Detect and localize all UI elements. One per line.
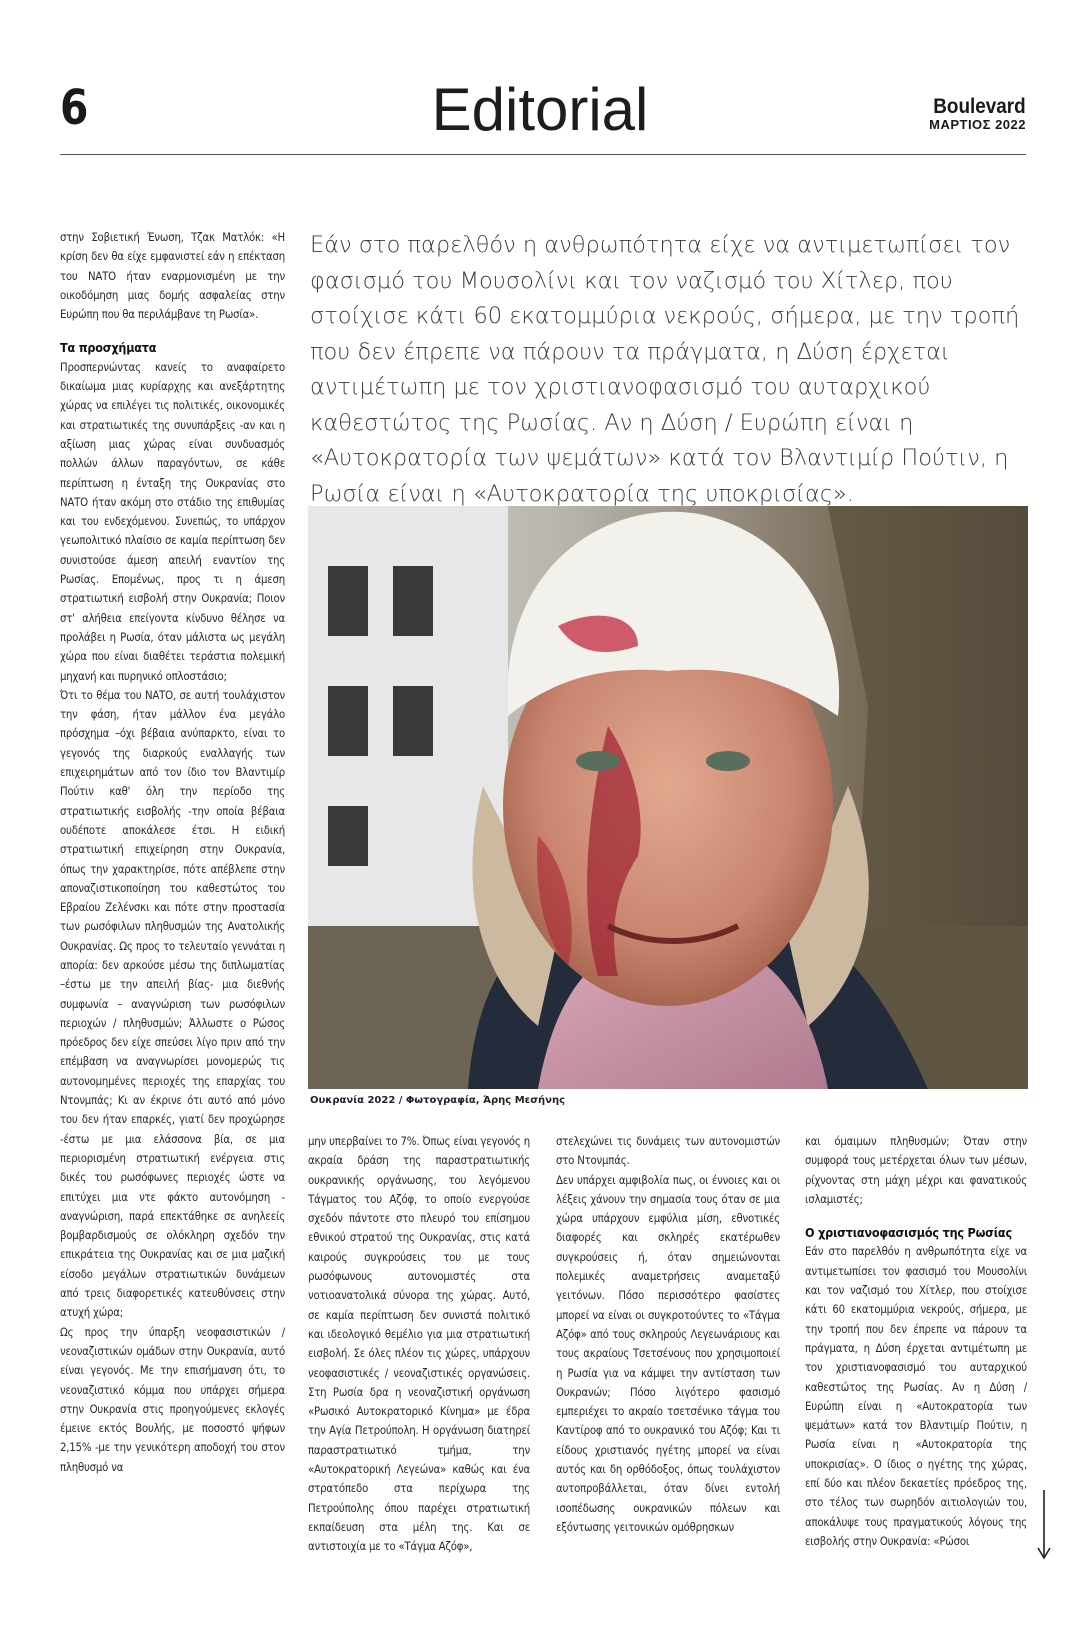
arrow-down-icon — [1037, 1490, 1051, 1560]
article-column-4 — [805, 1132, 1027, 1551]
paragraph: Ως προς την ύπαρξη νεοφασιστικών / νεοναζιστικών ομάδων στην Ουκρανία, αυτό είναι γεγονός. Με την επισήμανση ότι, το νεοναζιστικό κόμμα που υπάρχει σήμερα στην Ουκρανία στις προηγούμενες εκλογές έμεινε εκτός Βουλής, με ποσοστό ψήφων 2,15% -με την γενικότερη αποδοχή του στον πληθυσμό να — [60, 1325, 285, 1474]
paragraph: στην Σοβιετική Ένωση, Τζακ Ματλόκ: «Η κρίση δεν θα είχε εμφανιστεί εάν η επέκταση του ΝΑΤΟ ήταν εναρμονισμένη με την οικοδόμηση μιας δομής ασφαλείας στην Ευρώπη που θα περιλάμβανε τη Ρωσία». — [60, 231, 285, 322]
header-divider — [60, 154, 1026, 155]
article-column-2 — [308, 1132, 530, 1557]
subheading: Ο χριστιανοφασισμός της Ρωσίας — [805, 1225, 1012, 1241]
section-title: Editorial — [431, 76, 649, 143]
article-column-3 — [556, 1132, 780, 1537]
brand-masthead — [923, 97, 1026, 132]
photo-caption: Ουκρανία 2022 / Φωτογραφία, Άρης Μεσήνης — [310, 1095, 565, 1106]
article-column-1 — [60, 228, 285, 1477]
photo-injured-woman-icon — [308, 506, 1028, 1089]
paragraph: μην υπερβαίνει το 7%. Όπως είναι γεγονός η ακραία δράση της παραστρατιωτικής ουκρανικής οργάνωσης, του λεγόμενου Τάγματος του Αζόφ, το οποίο ενεργούσε σχεδόν πάντοτε στο πλευρό του επίσημου εθνικού στρατού της Ουκρανίας, στις κατά καιρούς συγκρούσεις του με τους ρωσόφωνους αυτονομιστές στα νοτιοανατολικά σύνορα της χώρας. Αυτό, σε καμία περίπτωση δεν συνιστά πολιτικό και ιδεολογικό θεμέλιο για μια στρατιωτική εισβολή. Σε όλες πλέον τις χώρες, υπάρχουν νεοφασιστικές / νεοναζιστικές οργανώσεις. Στη Ρωσία δρα η νεοναζιστική οργάνωση «Ρωσικό Αυτοκρατορικό Κίνημα» με έδρα την Αγία Πετρούπολη. Η οργάνωση διατηρεί παραστρατιωτικό τμήμα, την «Αυτοκρατορική Λεγεώνα» καθώς και ένα στρατόπεδο στα περίχωρα της Πετρούπολης όπου παρέχει στρατιωτική εκπαίδευση στα μέλη της. Και σε αντιστοιχία με το «Τάγμα Αζόφ», — [308, 1135, 530, 1554]
issue-date: ΜΑΡΤΙΟΣ 2022 — [929, 117, 1026, 132]
paragraph: Ότι το θέμα του ΝΑΤΟ, σε αυτή τουλάχιστον την φάση, ήταν μάλλον ένα μεγάλο πρόσχημα –όχι βέβαια ανύπαρκτο, είναι το γεγονός της διαρκούς εναλλαγής των επιχειρημάτων από τον ίδιο τον Βλαντιμίρ Πούτιν καθ' όλη την περίοδο της στρατιωτικής εισβολής -την οποία βέβαια ουδέποτε αποκάλεσε έτσι. Η ειδική στρατιωτική επιχείρηση στην Ουκρανία, όπως την χαρακτηρίσε, πότε απέβλεπε στην αποναζιστικοποίηση του καθεστώτος του Εβραίου Ζελένσκι και πότε στην προστασία των ρωσόφιλων πληθυσμών της Ανατολικής Ουκρανίας. Ως προς το τελευταίο γεννάται η απορία: δεν αρκούσε μέσω της διπλωματίας –έστω με την απειλή βίας- μια διεθνής συμφωνία – αναγνώριση των ρωσόφιλων περιοχών / πληθυσμών; Άλλωστε ο Ρώσος πρόεδρος δεν είχε σπεύσει λίγο πριν από την επέμβαση να αναγνωρίσει μονομερώς τις αυτονομημένες περιοχές της επαρχίας του Ντονμπάς; Κι αν έκρινε ότι αυτό από μόνο του δεν ήταν επαρκές, γιατί δεν προχώρησε -έστω με μια ελάσσονα βία, σε μια περιορισμένη στρατιωτική ενέργεια στις δικές του ρωσόφωνες περιοχές ώστε να επιτύχει μια ντε φάκτο αυτονόμηση - αναγνώριση, παρά επεκτάθηκε σε ανηλεείς βομβαρδισμούς σε ολόκληρη σχεδόν την επικράτεια της Ουκρανίας και σε μια μαζική είσοδο μεγάλων στρατιωτικών δυνάμεων από τρεις διαφορετικές κατευθύνσεις στην ατυχή χώρα; — [60, 688, 285, 1320]
paragraph: Εάν στο παρελθόν η ανθρωπότητα είχε να αντιμετωπίσει τον φασισμό του Μουσολίνι και τον ναζισμό του Χίτλερ, που στοίχισε κάτι 60 εκατομμύρια νεκρούς, σήμερα, με την τροπή που δεν έπρεπε να πάρουν τα πράγματα, η Δύση έρχεται αντιμέτωπη με τον χριστιανοφασισμό του αυταρχικού καθεστώτος της Ρωσίας. Αν η Δύση / Ευρώπη είναι η «Αυτοκρατορία των ψεμάτων» κατά τον Βλαντιμίρ Πούτιν, η Ρωσία είναι η «Αυτοκρατορία της υποκρισίας». Ο ίδιος ο ηγέτης της χώρας, επί δύο και πλέον δεκαετίες πρόεδρος της, στο τέλος των σωρηδόν αιτιολογιών του, αποκάλυψε τους πραγματικούς λόγους της εισβολής στην Ουκρανία: «Ρώσοι — [805, 1245, 1027, 1548]
page-number: 6 — [60, 80, 89, 136]
paragraph: Προσπερνώντας κανείς το αναφαίρετο δικαίωμα μιας κυρίαρχης και ανεξάρτητης χώρας να επιλέγει τις πολιτικές, οικονομικές και στρατιωτικές της συνυπάρξεις -αν και η αξίωση μιας χώρας είναι συνδυασμός πολλών άλλων παραγόντων, σε κάθε περίπτωση η ένταξη της Ουκρανίας στο ΝΑΤΟ ήταν ακόμη στο στάδιο της επιθυμίας και του ενδεχόμενου. Συνεπώς, το υπάρχον γεωπολιτικό πλαίσιο σε καμία περίπτωση δεν συνιστούσε άμεση απειλή εναντίον της Ρωσίας. Επομένως, προς τι η άμεση στρατιωτική εισβολή στην Ουκρανία; Ποιον στ' αλήθεια επείγοντα κίνδυνο θέλησε να προλάβει η Ρωσία, όταν μάλιστα ως μεγάλη χώρα που είναι διαθέτει τεράστια πολεμική μηχανή και πυρηνικό οπλοστάσιο; — [60, 360, 285, 683]
brand-name: Boulevard — [933, 95, 1026, 118]
pull-quote: Εάν στο παρελθόν η ανθρωπότητα είχε να αντιμετωπίσει τον φασισμό του Μουσολίνι και τον ναζισμό του Χίτλερ, που στοίχισε κάτι 60 εκατομμύρια νεκρούς, σήμερα, με την τροπή που δεν έπρεπε να πάρουν τα πράγματα, η Δύση έρχεται αντιμέτωπη με τον χριστιανοφασισμό του αυταρχικού καθεστώτος της Ρωσίας. Αν η Δύση / Ευρώπη είναι η «Αυτοκρατορία των ψεμάτων» κατά τον Βλαντιμίρ Πούτιν, η Ρωσία είναι η «Αυτοκρατορία της υποκρισίας». — [310, 232, 1020, 507]
paragraph: Δεν υπάρχει αμφιβολία πως, οι έννοιες και οι λέξεις χάνουν την σημασία τους όταν σε μια χώρα υπάρχουν εμφύλια μίση, εθνοτικές διαφορές και σκληρές εκατέρωθεν συγκρούσεις ή, όταν σημειώνονται πολεμικές αναμετρήσεις αναμεταξύ γειτόνων. Πόσο περισσότερο φασίστες μπορεί να είναι οι συγκροτούντες το «Τάγμα Αζόφ» από τους σκληρούς Λεγεωνάριους και τους ακραίους Τσετσένους που χρησιμοποιεί η Ρωσία για να κάμψει την αντίσταση των Ουκρανών; Πόσο λιγότερο φασισμό εμπεριέχει το ακραίο τσετσένικο τάγμα του Καντίροφ από το ουκρανικό του Αζόφ; Και τι είδους χριστιανός ηγέτης μπορεί να είναι αυτός και δη ορθόδοξος, όπως τουλάχιστον αυτοπροβάλλεται, όταν δίνει εντολή ισοπέδωσης ουκρανικών πόλεων και εξόντωσης γειτονικών ομόθρησκων — [556, 1173, 780, 1534]
paragraph: στελεχώνει τις δυνάμεις των αυτονομιστών στο Ντονμπάς. — [556, 1135, 780, 1168]
paragraph: και όμαιμων πληθυσμών; Όταν στην συμφορά τους μετέρχεται όλων των μέσων, ρίχνοντας στη μάχη μέχρι και φανατικούς ισλαμιστές; — [805, 1135, 1027, 1206]
article-photo — [308, 506, 1028, 1089]
subheading: Τα προσχήματα — [60, 340, 157, 356]
